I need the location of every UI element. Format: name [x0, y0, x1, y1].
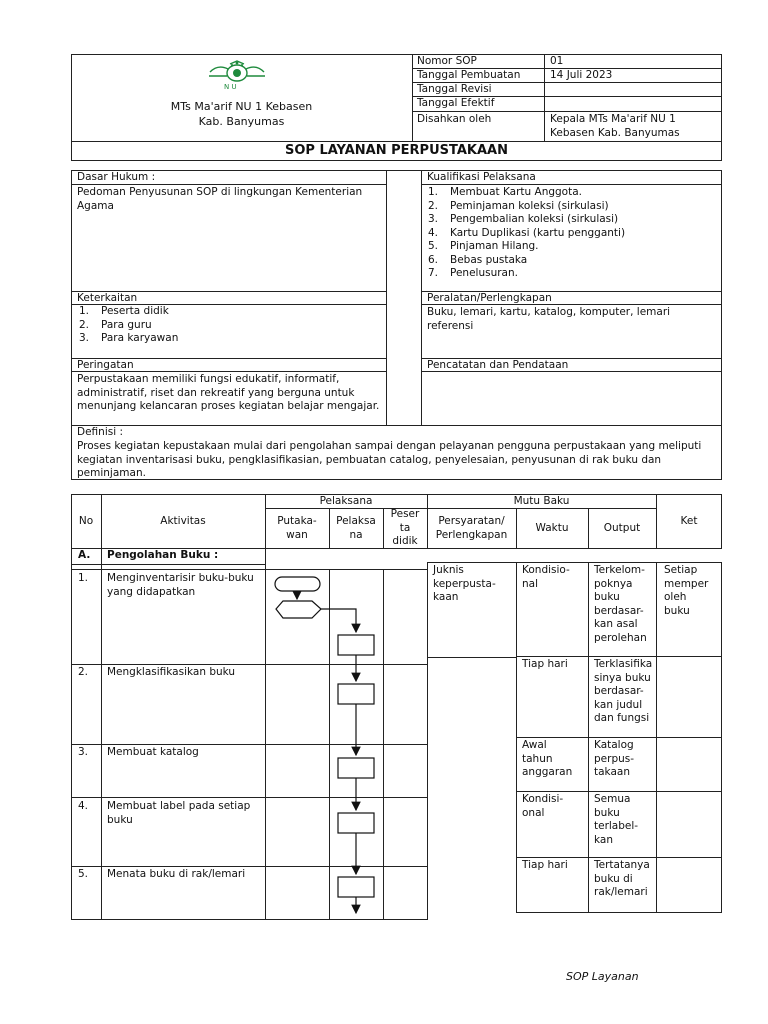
- meta-label-nomor: Nomor SOP: [417, 55, 477, 67]
- flow-process-3: [338, 758, 374, 778]
- flow-preparation-shape: [276, 601, 321, 618]
- school-region: Kab. Banyumas: [198, 115, 285, 128]
- row-1-no: 1.: [78, 572, 89, 584]
- list-item: 3. Para karyawan: [79, 332, 179, 344]
- row-4-waktu: Kondisi- onal: [522, 793, 564, 819]
- list-item: 1. Peserta didik: [79, 305, 169, 317]
- list-item: 5. Pinjaman Hilang.: [428, 240, 539, 252]
- row-1-waktu: Kondisio- nal: [522, 564, 570, 590]
- peralatan-text: Buku, lemari, kartu, katalog, komputer, lemari referensi: [427, 306, 671, 332]
- meta-label-tgl-efektif: Tanggal Efektif: [417, 97, 495, 109]
- kualifikasi-label: Kualifikasi Pelaksana: [427, 171, 536, 183]
- col-aktivitas-header: Aktivitas: [160, 515, 206, 527]
- flow-process-2: [338, 684, 374, 704]
- list-item: 4. Kartu Duplikasi (kartu pengganti): [428, 226, 626, 239]
- row-4-output: Semua buku terlabel- kan: [594, 793, 639, 846]
- row-4-no: 4.: [78, 800, 89, 812]
- school-name: MTs Ma'arif NU 1 Kebasen: [170, 100, 313, 113]
- col-peserta-header: Peser ta didik: [390, 508, 420, 547]
- peringatan-label: Peringatan: [77, 359, 134, 371]
- row-2-no: 2.: [78, 666, 89, 678]
- kualifikasi-list: [428, 186, 718, 281]
- group-pelaksana-header: Pelaksana: [319, 495, 373, 507]
- peringatan-text: Perpustakaan memiliki fungsi edukatif, informatif, administratif, riset dan rekreatif yang berguna untuk menunjang kelancaran proses kegiatan belajar mengajar.: [77, 373, 380, 412]
- row-3-aktivitas: Membuat katalog: [107, 746, 199, 758]
- row-3-waktu: Awal tahun anggaran: [522, 739, 573, 778]
- dasar-hukum-label: Dasar Hukum :: [77, 171, 156, 183]
- school-logo: [206, 60, 268, 92]
- list-item: 1. Membuat Kartu Anggota.: [428, 186, 582, 198]
- section-no: A.: [78, 549, 91, 561]
- list-item: 2. Peminjaman koleksi (sirkulasi): [428, 199, 609, 212]
- col-waktu-header: Waktu: [535, 522, 569, 534]
- row-5-output: Tertatanya buku di rak/lemari: [594, 859, 650, 898]
- keterkaitan-label: Keterkaitan: [77, 292, 138, 304]
- list-item: 2. Para guru: [79, 318, 152, 331]
- definisi-label: Definisi :: [77, 426, 123, 438]
- definisi-text: Proses kegiatan kepustakaan mulai dari pengolahan sampai dengan pelayanan pengguna perpustakaan yang meliputi kegiatan inventarisasi buku, pengklasifikasian, pembuatan catalog, penyelesaian, penyusunan di rak buku dan peminjaman.: [77, 440, 702, 479]
- meta-label-tgl-pembuatan: Tanggal Pembuatan: [417, 69, 521, 81]
- row-2-aktivitas: Mengklasifikasikan buku: [107, 666, 236, 678]
- flowchart: [265, 569, 429, 920]
- list-item: 6. Bebas pustaka: [428, 253, 528, 266]
- row-2-waktu: Tiap hari: [522, 658, 568, 670]
- col-output-header: Output: [603, 522, 641, 534]
- meta-value-disahkan: Kepala MTs Ma'arif NU 1 Kebasen Kab. Banyumas: [550, 113, 680, 139]
- keterkaitan-list: [79, 305, 379, 346]
- flow-connector: [321, 609, 356, 632]
- page-title: SOP LAYANAN PERPUSTAKAAN: [284, 143, 508, 158]
- row-1-aktivitas: Menginventarisir buku-buku yang didapatkan: [107, 572, 254, 598]
- pencatatan-label: Pencatatan dan Pendataan: [427, 359, 569, 371]
- flow-start-terminator: [275, 577, 320, 591]
- row-2-output: Terklasifika sinya buku berdasar- kan judul dan fungsi: [594, 658, 653, 724]
- flow-process-5: [338, 877, 374, 897]
- meta-label-disahkan: Disahkan oleh: [417, 113, 492, 125]
- dasar-hukum-text: Pedoman Penyusunan SOP di lingkungan Kementerian Agama: [77, 186, 363, 212]
- row-5-no: 5.: [78, 868, 89, 880]
- peralatan-label: Peralatan/Perlengkapan: [427, 292, 552, 304]
- row-1-output: Terkelom- poknya buku berdasar- kan asal perolehan: [594, 564, 647, 644]
- row-3-output: Katalog perpus- takaan: [594, 739, 635, 778]
- section-title: Pengolahan Buku :: [107, 549, 219, 561]
- row-5-waktu: Tiap hari: [522, 859, 568, 871]
- col-ket-header: Ket: [680, 515, 698, 527]
- group-mutu-header: Mutu Baku: [513, 495, 570, 507]
- row-5-aktivitas: Menata buku di rak/lemari: [107, 868, 246, 880]
- row-1-ket: Setiap memper oleh buku: [664, 564, 709, 617]
- meta-value-nomor: 01: [550, 55, 564, 67]
- col-putakawan-header: Putaka- wan: [277, 515, 317, 541]
- meta-label-tgl-revisi: Tanggal Revisi: [417, 83, 492, 95]
- col-persyaratan-header: Persyaratan/ Perlengkapan: [435, 515, 508, 541]
- col-no-header: No: [78, 515, 94, 527]
- row-1-persyaratan: Juknis keperpusta- kaan: [433, 564, 496, 603]
- list-item: 7. Penelusuran.: [428, 267, 518, 279]
- footer-text: SOP Layanan: [566, 970, 639, 983]
- row-4-aktivitas: Membuat label pada setiap buku: [107, 800, 251, 826]
- col-pelaksana-header: Pelaksa na: [336, 515, 376, 541]
- flow-process-4: [338, 813, 374, 833]
- meta-value-tgl-pembuatan: 14 Juli 2023: [550, 69, 613, 81]
- svg-text:N U: N U: [224, 83, 237, 91]
- row-3-no: 3.: [78, 746, 89, 758]
- list-item: 3. Pengembalian koleksi (sirkulasi): [428, 213, 619, 225]
- flow-process-1: [338, 635, 374, 655]
